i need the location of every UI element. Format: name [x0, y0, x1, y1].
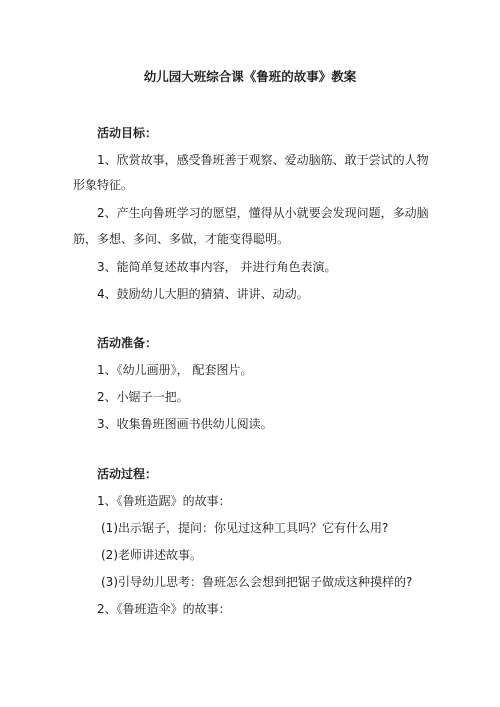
- process-heading: 活动过程：: [97, 467, 158, 481]
- goal-item-2-line2: 筋，多想、多问、多做，才能变得聪明。: [73, 232, 290, 246]
- goal-item-2-line1: 2、产生向鲁班学习的愿望，懂得从小就要会发现问题，多动脑: [97, 206, 429, 220]
- goal-item-1-line2: 形象特征。: [73, 178, 134, 192]
- process-subitem-2: (2)老师讲述故事。: [101, 548, 202, 562]
- prep-item-3: 3、收集鲁班图画书供幼儿阅读。: [97, 417, 273, 431]
- document-title: 幼儿园大班综合课《鲁班的故事》教案: [143, 69, 357, 84]
- process-item-2: 2、《鲁班造伞》的故事：: [97, 602, 231, 616]
- goals-heading: 活动目标：: [97, 126, 158, 140]
- process-subitem-3: (3)引导幼儿思考：鲁班怎么会想到把锯子做成这种摸样的?: [101, 575, 413, 589]
- process-item-1: 1、《鲁班造踞》的故事：: [97, 494, 231, 508]
- prep-item-1: 1、《幼儿画册》， 配套图片。: [97, 363, 253, 377]
- goal-item-1-line1: 1、欣赏故事，感受鲁班善于观察、爱动脑筋、敢于尝试的人物: [97, 153, 429, 167]
- goal-item-4: 4、鼓励幼儿大胆的猜猜、讲讲、动动。: [97, 287, 309, 301]
- prep-item-2: 2、小锯子一把。: [97, 390, 189, 404]
- goal-item-3: 3、能简单复述故事内容， 并进行角色表演。: [97, 260, 337, 274]
- process-subitem-1: (1)出示锯子，提问：你见过这种工具吗？它有什么用?: [101, 521, 389, 535]
- prep-heading: 活动准备：: [97, 336, 158, 350]
